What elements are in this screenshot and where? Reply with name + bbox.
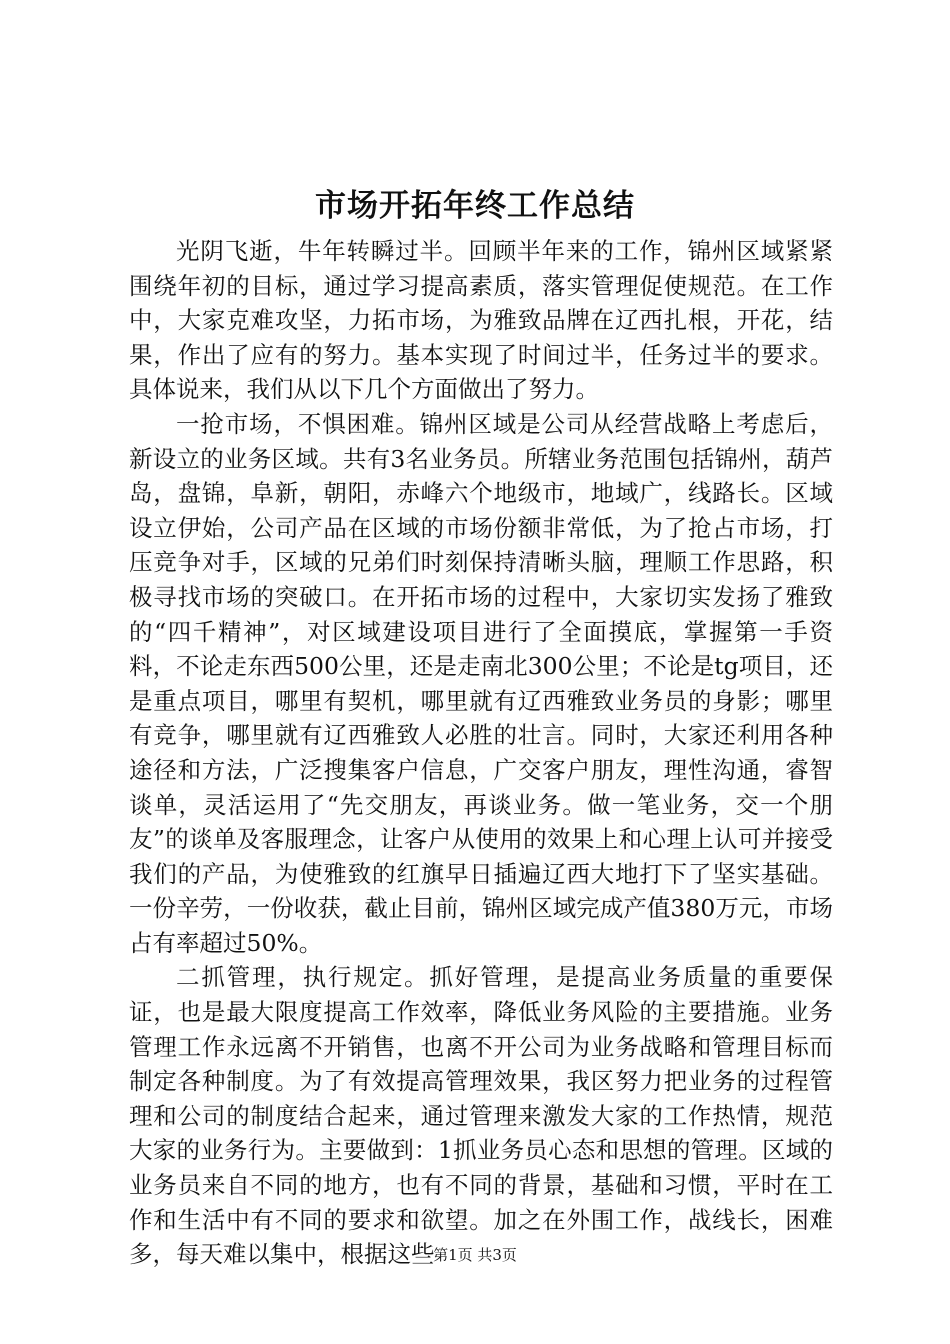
paragraph-market: 一抢市场，不惧困难。锦州区域是公司从经营战略上考虑后，新设立的业务区域。共有3名业务员。所辖业务范围包括锦州，葫芦岛，盘锦，阜新，朝阳，赤峰六个地级市，地域广，线路长。区域设立伊始，公司产品在区域的市场份额非常低，为了抢占市场，打压竞争对手，区域的兄弟们时刻保持清晰头脑，理顺工作思路，积极寻找市场的突破口。在开拓市场的过程中，大家切实发扬了雅致的“四千精神”，对区域建设项目进行了全面摸底，掌握第一手资料，不论走东西500公里，还是走南北300公里；不论是tg项目，还是重点项目，哪里有契机，哪里就有辽西雅致业务员的身影；哪里有竞争，哪里就有辽西雅致人必胜的壮言。同时，大家还利用各种途径和方法，广泛搜集客户信息，广交客户朋友，理性沟通，睿智谈单，灵活运用了“先交朋友，再谈业务。做一笔业务，交一个朋友”的谈单及客服理念，让客户从使用的效果上和心理上认可并接受我们的产品，为使雅致的红旗早日插遍辽西大地打下了坚实基础。一份辛劳，一份收获，截止目前，锦州区域完成产值380万元，市场占有率超过50%。 (129, 409, 833, 957)
document-body (129, 234, 833, 1272)
paragraph-intro: 光阴飞逝，牛年转瞬过半。回顾半年来的工作，锦州区域紧紧围绕年初的目标，通过学习提高素质，落实管理促使规范。在工作中，大家克难攻坚，力拓市场，为雅致品牌在辽西扎根，开花，结果，作出了应有的努力。基本实现了时间过半，任务过半的要求。具体说来，我们从以下几个方面做出了努力。 (129, 237, 833, 404)
document-title: 市场开拓年终工作总结 (315, 188, 635, 224)
page-number-footer: 第1页 共3页 (433, 1246, 517, 1264)
paragraph-management: 二抓管理，执行规定。抓好管理，是提高业务质量的重要保证，也是最大限度提高工作效率，降低业务风险的主要措施。业务管理工作永远离不开销售，也离不开公司为业务战略和管理目标而制定各种制度。为了有效提高管理效果，我区努力把业务的过程管理和公司的制度结合起来，通过管理来激发大家的工作热情，规范大家的业务行为。主要做到：1抓业务员心态和思想的管理。区域的业务员来自不同的地方，也有不同的背景，基础和习惯，平时在工作和生活中有不同的要求和欲望。加之在外围工作，战线长，困难多，每天难以集中，根据这些 (129, 963, 833, 1269)
